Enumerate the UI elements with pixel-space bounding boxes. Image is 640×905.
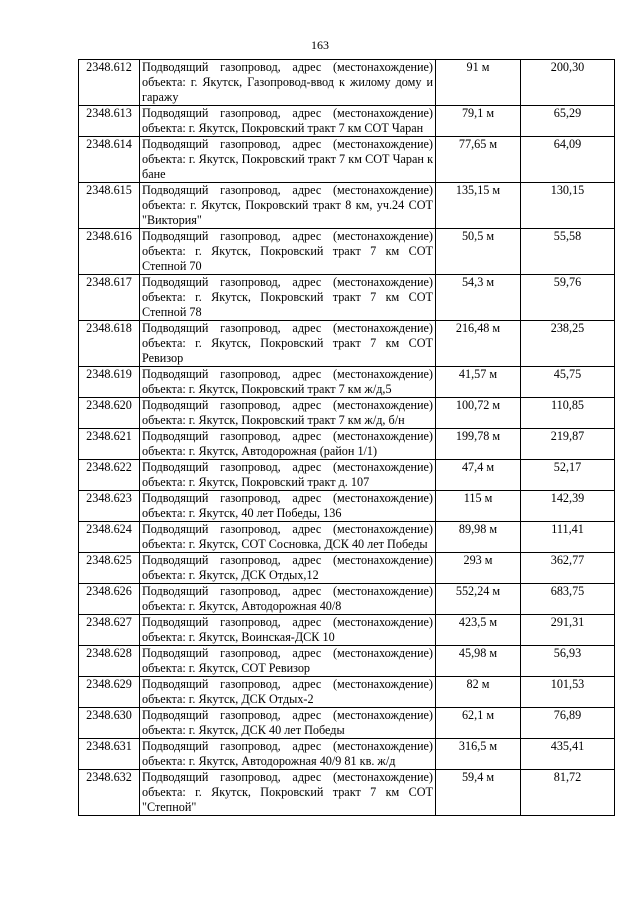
row-number-cell: 2348.616 (79, 229, 140, 275)
value-cell: 238,25 (521, 321, 615, 367)
length-cell: 135,15 м (436, 183, 521, 229)
length-cell: 45,98 м (436, 646, 521, 677)
value-cell: 110,85 (521, 398, 615, 429)
length-cell: 82 м (436, 677, 521, 708)
length-cell: 423,5 м (436, 615, 521, 646)
row-number-cell: 2348.627 (79, 615, 140, 646)
description-cell: Подводящий газопровод, адрес (местонахождение) объекта: г. Якутск, Покровский тракт 7 км СОТ Ревизор (140, 321, 436, 367)
length-cell: 199,78 м (436, 429, 521, 460)
value-cell: 683,75 (521, 584, 615, 615)
table-row (79, 367, 615, 398)
value-cell: 81,72 (521, 770, 615, 816)
length-cell: 89,98 м (436, 522, 521, 553)
description-cell: Подводящий газопровод, адрес (местонахождение) объекта: г. Якутск, Газопровод-ввод к жилому дому и гаражу (140, 60, 436, 106)
table-row (79, 491, 615, 522)
row-number-cell: 2348.632 (79, 770, 140, 816)
row-number-cell: 2348.625 (79, 553, 140, 584)
value-cell: 59,76 (521, 275, 615, 321)
value-cell: 219,87 (521, 429, 615, 460)
value-cell: 52,17 (521, 460, 615, 491)
length-cell: 216,48 м (436, 321, 521, 367)
description-cell: Подводящий газопровод, адрес (местонахождение) объекта: г. Якутск, 40 лет Победы, 136 (140, 491, 436, 522)
description-cell: Подводящий газопровод, адрес (местонахождение) объекта: г. Якутск, Покровский тракт 7 км ж/д,5 (140, 367, 436, 398)
length-cell: 79,1 м (436, 106, 521, 137)
description-cell: Подводящий газопровод, адрес (местонахождение) объекта: г. Якутск, Покровский тракт 7 км СОТ "Степной" (140, 770, 436, 816)
length-cell: 54,3 м (436, 275, 521, 321)
table-row (79, 677, 615, 708)
value-cell: 435,41 (521, 739, 615, 770)
table-row (79, 229, 615, 275)
row-number-cell: 2348.619 (79, 367, 140, 398)
description-cell: Подводящий газопровод, адрес (местонахождение) объекта: г. Якутск, Покровский тракт 7 км СОТ Чаран к бане (140, 137, 436, 183)
table-row (79, 183, 615, 229)
row-number-cell: 2348.617 (79, 275, 140, 321)
value-cell: 55,58 (521, 229, 615, 275)
table-row (79, 398, 615, 429)
row-number-cell: 2348.613 (79, 106, 140, 137)
description-cell: Подводящий газопровод, адрес (местонахождение) объекта: г. Якутск, ДСК 40 лет Победы (140, 708, 436, 739)
description-cell: Подводящий газопровод, адрес (местонахождение) объекта: г. Якутск, Покровский тракт 8 км, уч.24 СОТ "Виктория" (140, 183, 436, 229)
table-row (79, 615, 615, 646)
value-cell: 362,77 (521, 553, 615, 584)
value-cell: 65,29 (521, 106, 615, 137)
table-row (79, 137, 615, 183)
description-cell: Подводящий газопровод, адрес (местонахождение) объекта: г. Якутск, Автодорожная 40/8 (140, 584, 436, 615)
description-cell: Подводящий газопровод, адрес (местонахождение) объекта: г. Якутск, ДСК Отдых,12 (140, 553, 436, 584)
table-row (79, 584, 615, 615)
description-cell: Подводящий газопровод, адрес (местонахождение) объекта: г. Якутск, Покровский тракт 7 км ж/д, б/н (140, 398, 436, 429)
row-number-cell: 2348.614 (79, 137, 140, 183)
length-cell: 91 м (436, 60, 521, 106)
value-cell: 142,39 (521, 491, 615, 522)
row-number-cell: 2348.629 (79, 677, 140, 708)
table-row (79, 321, 615, 367)
length-cell: 47,4 м (436, 460, 521, 491)
row-number-cell: 2348.622 (79, 460, 140, 491)
value-cell: 130,15 (521, 183, 615, 229)
description-cell: Подводящий газопровод, адрес (местонахождение) объекта: г. Якутск, СОТ Ревизор (140, 646, 436, 677)
length-cell: 552,24 м (436, 584, 521, 615)
row-number-cell: 2348.630 (79, 708, 140, 739)
row-number-cell: 2348.615 (79, 183, 140, 229)
table-row (79, 106, 615, 137)
row-number-cell: 2348.612 (79, 60, 140, 106)
description-cell: Подводящий газопровод, адрес (местонахождение) объекта: г. Якутск, Покровский тракт 7 км СОТ Чаран (140, 106, 436, 137)
value-cell: 76,89 (521, 708, 615, 739)
description-cell: Подводящий газопровод, адрес (местонахождение) объекта: г. Якутск, Покровский тракт 7 км СОТ Степной 70 (140, 229, 436, 275)
row-number-cell: 2348.624 (79, 522, 140, 553)
length-cell: 77,65 м (436, 137, 521, 183)
length-cell: 115 м (436, 491, 521, 522)
row-number-cell: 2348.621 (79, 429, 140, 460)
row-number-cell: 2348.618 (79, 321, 140, 367)
value-cell: 200,30 (521, 60, 615, 106)
description-cell: Подводящий газопровод, адрес (местонахождение) объекта: г. Якутск, ДСК Отдых-2 (140, 677, 436, 708)
table-row (79, 646, 615, 677)
value-cell: 45,75 (521, 367, 615, 398)
description-cell: Подводящий газопровод, адрес (местонахождение) объекта: г. Якутск, Автодорожная 40/9 81 кв. ж/д (140, 739, 436, 770)
value-cell: 56,93 (521, 646, 615, 677)
registry-table (78, 59, 615, 816)
length-cell: 100,72 м (436, 398, 521, 429)
row-number-cell: 2348.628 (79, 646, 140, 677)
value-cell: 111,41 (521, 522, 615, 553)
table-row (79, 275, 615, 321)
length-cell: 41,57 м (436, 367, 521, 398)
length-cell: 293 м (436, 553, 521, 584)
row-number-cell: 2348.626 (79, 584, 140, 615)
row-number-cell: 2348.631 (79, 739, 140, 770)
length-cell: 50,5 м (436, 229, 521, 275)
value-cell: 291,31 (521, 615, 615, 646)
registry-table-body (79, 60, 615, 816)
table-row (79, 770, 615, 816)
row-number-cell: 2348.620 (79, 398, 140, 429)
table-row (79, 522, 615, 553)
value-cell: 64,09 (521, 137, 615, 183)
description-cell: Подводящий газопровод, адрес (местонахождение) объекта: г. Якутск, Воинская-ДСК 10 (140, 615, 436, 646)
table-row (79, 553, 615, 584)
length-cell: 316,5 м (436, 739, 521, 770)
table-row (79, 429, 615, 460)
length-cell: 59,4 м (436, 770, 521, 816)
length-cell: 62,1 м (436, 708, 521, 739)
value-cell: 101,53 (521, 677, 615, 708)
description-cell: Подводящий газопровод, адрес (местонахождение) объекта: г. Якутск, Покровский тракт д. 107 (140, 460, 436, 491)
table-row (79, 60, 615, 106)
row-number-cell: 2348.623 (79, 491, 140, 522)
table-row (79, 708, 615, 739)
page-number: 163 (311, 38, 329, 52)
table-row (79, 460, 615, 491)
table-row (79, 739, 615, 770)
description-cell: Подводящий газопровод, адрес (местонахождение) объекта: г. Якутск, Покровский тракт 7 км СОТ Степной 78 (140, 275, 436, 321)
description-cell: Подводящий газопровод, адрес (местонахождение) объекта: г. Якутск, Автодорожная (район 1/1) (140, 429, 436, 460)
description-cell: Подводящий газопровод, адрес (местонахождение) объекта: г. Якутск, СОТ Сосновка, ДСК 40 лет Победы (140, 522, 436, 553)
